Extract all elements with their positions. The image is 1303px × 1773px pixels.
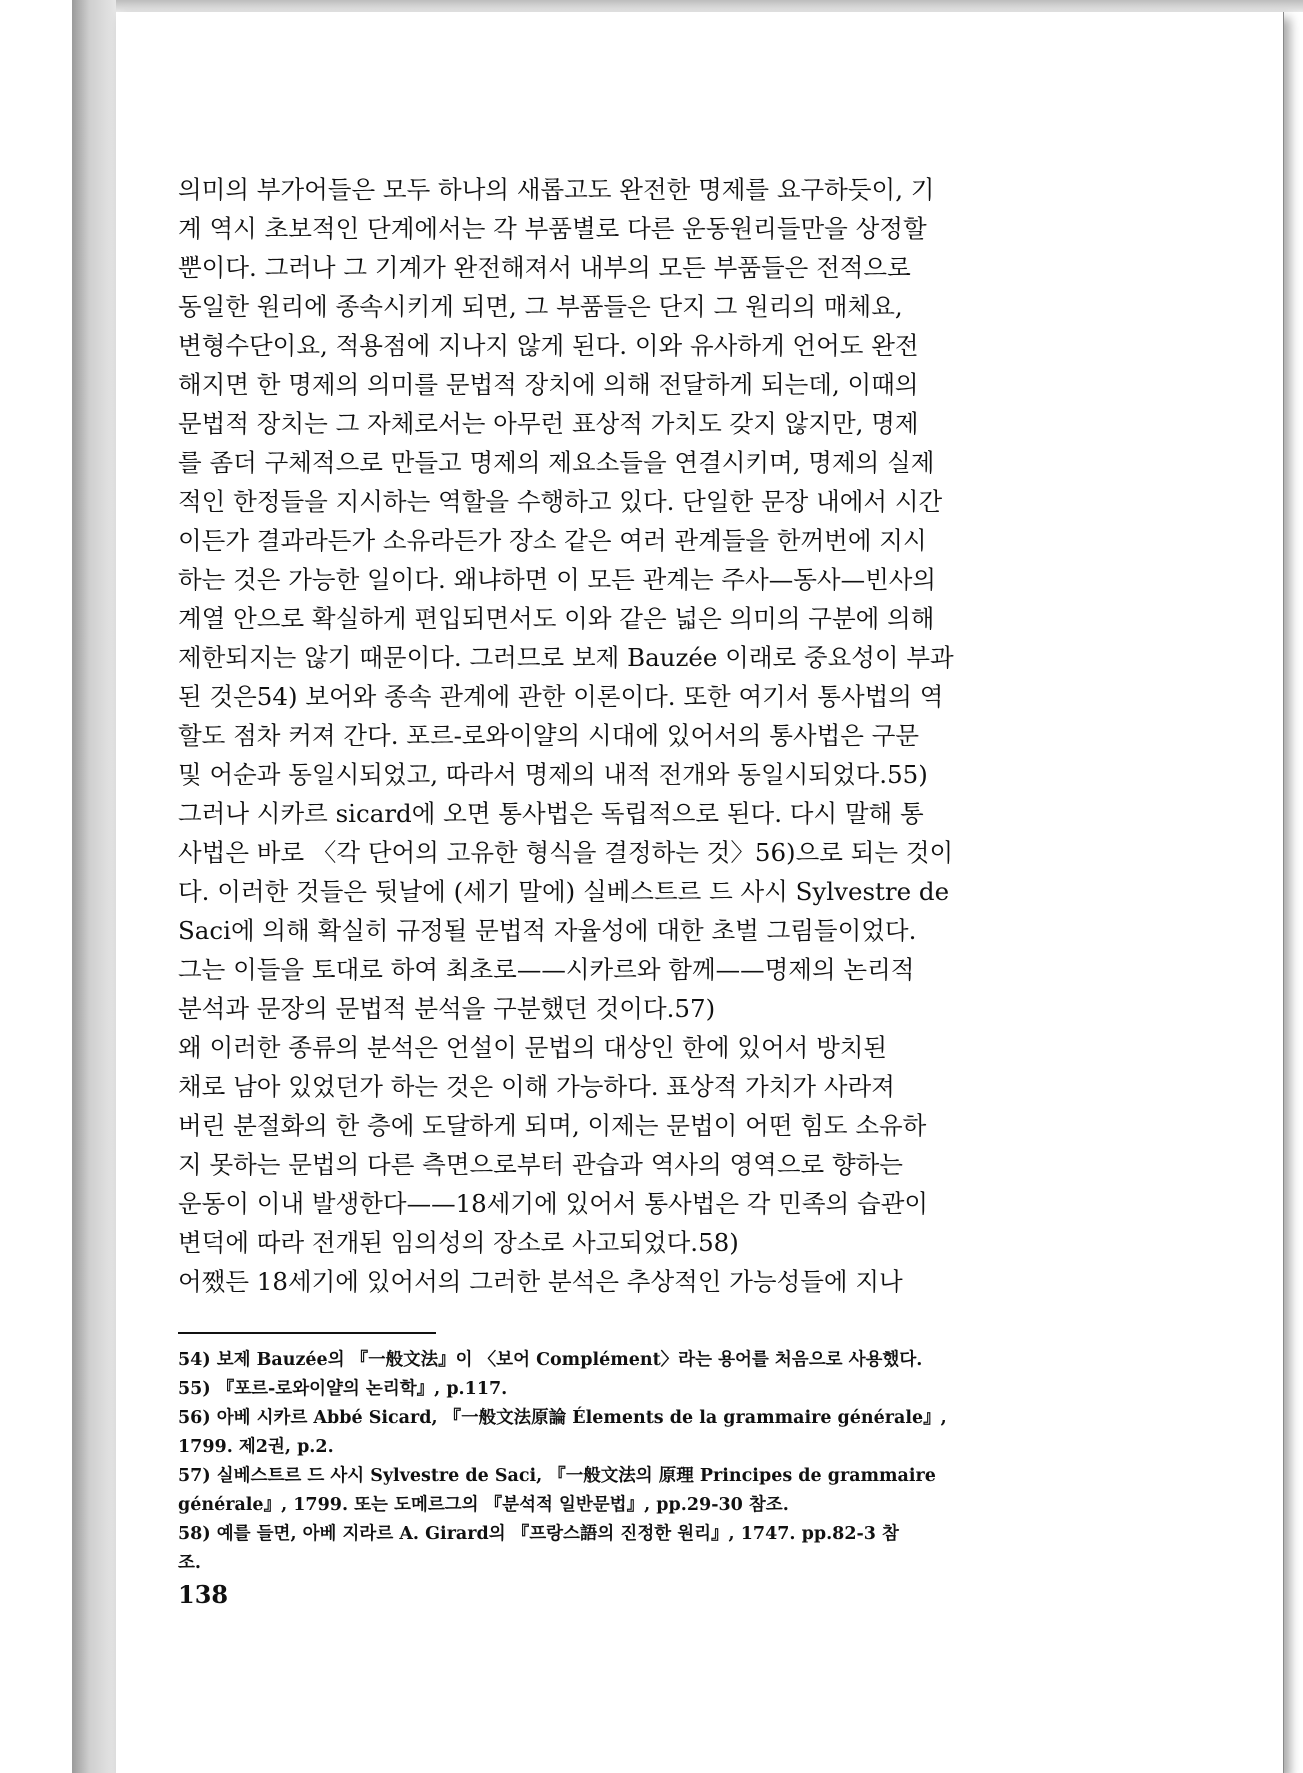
- book-left-edge: [72, 0, 116, 1773]
- footnote-56: 56) 아베 시카르 Abbé Sicard, 『一般文法原論 Élements de la grammaire générale』, 1799. 제2권, p.2.: [178, 1408, 947, 1457]
- book-top-edge: [72, 0, 1303, 12]
- page-number: 138: [178, 1580, 229, 1609]
- footnote-54: 54) 보제 Bauzée의 『一般文法』이 〈보어 Complément〉라는 용어를 처음으로 사용했다.: [178, 1350, 923, 1370]
- footnote-57: 57) 실베스트르 드 사시 Sylvestre de Saci, 『一般文法의 原理 Principes de grammaire générale』, 1799. 또는 도메르그의 『분석적 일반문법』, pp.29-30 참조.: [178, 1466, 936, 1515]
- footnote-55: 55) 『포르-로와이얄의 논리학』, p.117.: [178, 1379, 508, 1399]
- paragraph-3: 어쨌든 18세기에 있어서의 그러한 분석은 추상적인 가능성들에 지나: [178, 1267, 903, 1296]
- paragraph-2: 왜 이러한 종류의 분석은 언설이 문법의 대상인 한에 있어서 방치된 채로 남아 있었던가 하는 것은 이해 가능하다. 표상적 가치가 사라져 버린 분절화의 한 층에 도달하게 되며, 이제는 문법이 어떤 힘도 소유하 지 못하는 문법의 다른 측면으로부터 관습과 역사의 영역으로 향하는 운동이 이내 발생한다——18세기에 있어서 통사법은 각 민족의 습관이 변덕에 따라 전개된 임의성의 장소로 사고되었다.58): [178, 1033, 929, 1257]
- paragraph-1: 의미의 부가어들은 모두 하나의 새롭고도 완전한 명제를 요구하듯이, 기 계 역시 초보적인 단계에서는 각 부품별로 다른 운동원리들만을 상정할 뿐이다. 그러나 그 기계가 완전해져서 내부의 모든 부품들은 전적으로 동일한 원리에 종속시키게 되면, 그 부품들은 단지 그 원리의 매체요, 변형수단이요, 적용점에 지나지 않게 된다. 이와 유사하게 언어도 완전 해지면 한 명제의 의미를 문법적 장치에 의해 전달하게 되는데, 이때의 문법적 장치는 그 자체로서는 아무런 표상적 가치도 갖지 않지만, 명제 를 좀더 구체적으로 만들고 명제의 제요소들을 연결시키며, 명제의 실제 적인 한정들을 지시하는 역할을 수행하고 있다. 단일한 문장 내에서 시간 이든가 결과라든가 소유라든가 장소 같은 여러 관계들을 한꺼번에 지시 하는 것은 가능한 일이다. 왜냐하면 이 모든 관계는 주사—동사—빈사의 계열 안으로 확실하게 편입되면서도 이와 같은 넓은 의미의 구분에 의해 제한되지는 않기 때문이다. 그러므로 보제 Bauzée 이래로 중요성이 부과 된 것은54) 보어와 종속 관계에 관한 이론이다. 또한 여기서 통사법의 역 할도 점차 커져 간다. 포르-로와이얄의 시대에 있어서의 통사법은 구문 및 어순과 동일시되었고, 따라서 명제의 내적 전개와 동일시되었다.55) 그러나 시카르 sicard에 오면 통사법은 독립적으로 된다. 다시 말해 통 사법은 바로 〈각 단어의 고유한 형식을 결정하는 것〉56)으로 되는 것이 다. 이러한 것들은 뒷날에 (세기 말에) 실베스트르 드 사시 Sylvestre de Saci에 의해 확실히 규정될 문법적 자율성에 대한 초벌 그림들이었다. 그는 이들을 토대로 하여 최초로——시카르와 함께——명제의 논리적 분석과 문장의 문법적 분석을 구분했던 것이다.57): [178, 175, 954, 1023]
- footnote-58: 58) 예를 들면, 아베 지라르 A. Girard의 『프랑스語의 진정한 원리』, 1747. pp.82-3 참 조.: [178, 1524, 899, 1573]
- main-text: [178, 170, 1158, 1301]
- footnotes: [178, 1346, 1158, 1578]
- footnote-divider: [178, 1332, 436, 1334]
